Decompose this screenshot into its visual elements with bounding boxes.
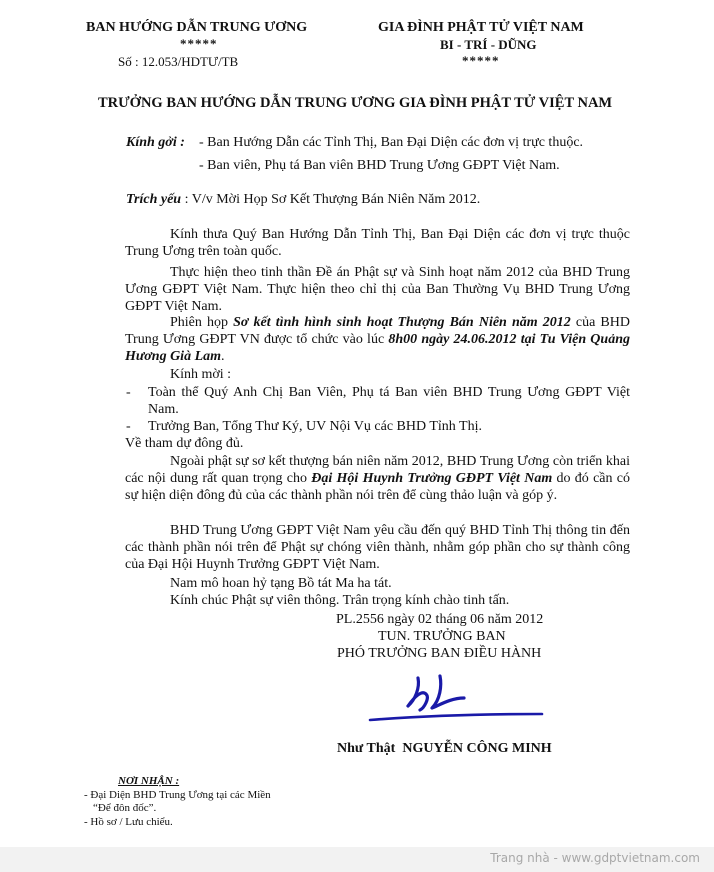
handwritten-signature (360, 668, 550, 728)
congress-name: Đại Hội Huynh Trưởng GĐPT Việt Nam (311, 471, 553, 486)
greeting-paragraph: Kính thưa Quý Ban Hướng Dẫn Tỉnh Thị, Ban Đại Diện các đơn vị trực thuộc Trung Ương trên toàn quốc. (125, 227, 630, 259)
distribution-label (118, 775, 179, 787)
distribution-item-1: - Đại Diện BHD Trung Ương tại các Miền (84, 789, 271, 801)
p2-text-e: . (221, 349, 225, 364)
document-number: Số : 12.053/HDTƯ/TB (118, 54, 239, 69)
signing-date: PL.2556 ngày 02 tháng 06 năm 2012 (336, 612, 544, 627)
p2-text-a: Phiên họp (170, 315, 234, 330)
signing-authority: TUN. TRƯỞNG BAN (378, 629, 506, 644)
issuing-office: BAN HƯỚNG DẪN TRUNG ƯƠNG (86, 20, 308, 35)
signer-name: NGUYỄN CÔNG MINH (402, 741, 552, 756)
subject-label: Trích yếu (126, 192, 182, 207)
distribution-item-1-note: “Để đôn đốc”. (93, 802, 157, 814)
paragraph-3 (125, 453, 630, 504)
p3-text-a: Ngoài phật sự sơ kết thượng bán niên năm 2012, BHD Trung Ương còn triển khai các nội dung rất quan trọng cho (125, 454, 630, 486)
recipient-line-1: - Ban Hướng Dẫn các Tỉnh Thị, Ban Đại Diện các đơn vị trực thuộc. (199, 135, 584, 150)
footer-credit: Trang nhà - www.gdptvietnam.com (490, 851, 700, 865)
p3-text-c: do đó cần có sự hiện diện đông đủ của các thành phần nói trên để cùng thảo luận và góp ý. (125, 471, 630, 503)
document-title: TRƯỞNG BAN HƯỚNG DẪN TRUNG ƯƠNG GIA ĐÌNH PHẬT TỬ VIỆT NAM (98, 95, 613, 111)
meeting-time-place: 8h00 ngày 24.06.2012 tại Tu Viện Quảng Hương Già Lam (125, 332, 630, 364)
recipient-line-2: - Ban viên, Phụ tá Ban viên BHD Trung Ương GĐPT Việt Nam. (199, 158, 560, 173)
paragraph-2 (125, 314, 630, 365)
distribution-label-text: NƠI NHẬN : (118, 775, 180, 787)
p2-text-c: của BHD Trung Ương GĐPT VN được tổ chức vào lúc (125, 315, 630, 347)
signer-name-line (337, 741, 552, 757)
organization-name: GIA ĐÌNH PHẬT TỬ VIỆT NAM (378, 20, 584, 35)
invite-dash-1: - (126, 385, 131, 400)
signer-dharma-name: Như Thật (337, 741, 396, 756)
signer-position: PHÓ TRƯỞNG BAN ĐIỀU HÀNH (337, 646, 542, 661)
right-stars: ***** (462, 53, 500, 68)
invite-dash-2: - (126, 419, 131, 434)
subject-text: : V/v Mời Họp Sơ Kết Thượng Bán Niên Năm 2012. (184, 192, 481, 207)
motto: BI - TRÍ - DŨNG (440, 37, 537, 52)
invite-label: Kính mời : (170, 367, 232, 382)
recipients-label: Kính gởi : (126, 135, 185, 150)
closing-line-2: Kính chúc Phật sự viên thông. Trân trọng kính chào tinh tấn. (170, 593, 510, 608)
distribution-item-2: - Hồ sơ / Lưu chiểu. (84, 816, 173, 828)
site-footer (0, 847, 714, 872)
subject-line (126, 192, 480, 208)
invite-item-1: Toàn thể Quý Anh Chị Ban Viên, Phụ tá Ban viên BHD Trung Ương GĐPT Việt Nam. (148, 385, 630, 417)
left-stars: ***** (180, 36, 218, 51)
paragraph-4: BHD Trung Ương GĐPT Việt Nam yêu cầu đến quý BHD Tỉnh Thị thông tin đến các thành phần nói trên để Phật sự chóng viên thành, nhằm góp phần cho sự thành công của Đại Hội Huynh Trưởng GĐPT Việt Nam. (125, 523, 630, 572)
paragraph-1: Thực hiện theo tinh thần Đề án Phật sự và Sinh hoạt năm 2012 của BHD Trung Ương GĐPT Việt Nam. Thực hiện theo chỉ thị của Ban Thường Vụ BHD Trung Ương GĐPT Việt Nam. (125, 265, 630, 314)
attend-line: Về tham dự đông đủ. (125, 436, 244, 451)
invite-item-2: Trưởng Ban, Tổng Thư Ký, UV Nội Vụ các BHD Tỉnh Thị. (148, 419, 482, 434)
meeting-title: Sơ kết tình hình sinh hoạt Thượng Bán Niên năm 2012 (233, 315, 571, 330)
closing-line-1: Nam mô hoan hỷ tạng Bồ tát Ma ha tát. (170, 576, 392, 591)
